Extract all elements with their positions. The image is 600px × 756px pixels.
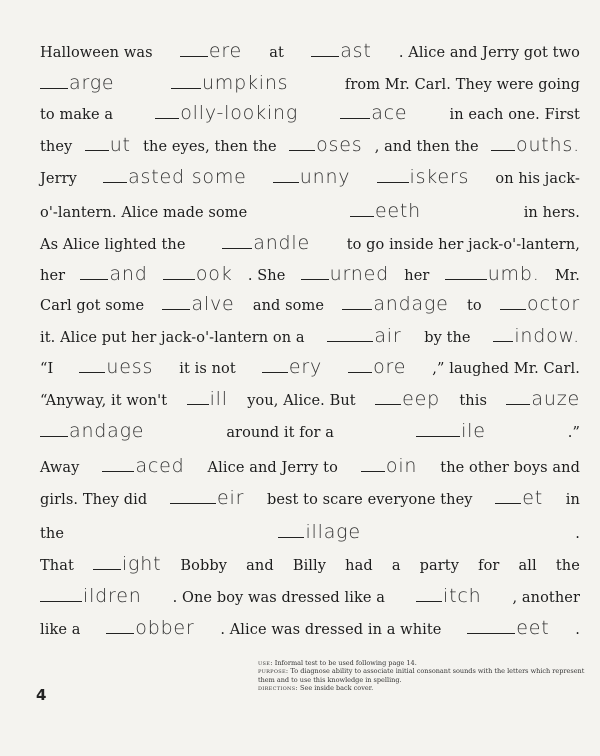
- text-line: [40, 585, 580, 611]
- fill-in-blank: [467, 617, 549, 639]
- blank-line: [361, 471, 385, 472]
- handwritten-answer: iskers: [409, 166, 470, 188]
- handwritten-answer: eir: [217, 487, 245, 509]
- fill-in-blank: [106, 617, 194, 639]
- printed-text: this: [459, 393, 487, 409]
- fill-in-blank: [491, 134, 580, 156]
- blank-line: [416, 436, 460, 437]
- text-line: [40, 102, 580, 128]
- handwritten-answer: asted some: [128, 166, 247, 188]
- printed-text: it. Alice put her jack-o'-lantern on a: [40, 330, 305, 346]
- fill-in-blank: [311, 40, 371, 62]
- fill-in-blank: [79, 356, 153, 378]
- blank-line: [180, 56, 208, 57]
- handwritten-answer: ouths.: [516, 134, 580, 156]
- text-line: [40, 553, 580, 579]
- blank-line: [445, 279, 487, 280]
- fill-in-blank: [163, 263, 233, 285]
- handwritten-answer: ile: [461, 420, 486, 442]
- fill-in-blank: [155, 102, 298, 124]
- blank-line: [85, 150, 109, 151]
- fill-in-blank: [289, 134, 362, 156]
- blank-line: [340, 118, 370, 119]
- handwritten-answer: illage: [305, 521, 361, 543]
- blank-line: [162, 309, 190, 310]
- text-line: [40, 521, 580, 547]
- printed-text: in: [565, 492, 580, 508]
- fill-in-blank: [103, 166, 247, 188]
- blank-line: [311, 56, 339, 57]
- printed-text: .”: [567, 425, 580, 441]
- printed-text: they: [40, 139, 73, 155]
- text-line: [40, 455, 580, 481]
- printed-text: to go inside her jack-o'-lantern,: [346, 237, 580, 253]
- fill-in-blank: [350, 200, 421, 222]
- handwritten-answer: oin: [385, 455, 418, 477]
- fill-in-blank: [348, 356, 406, 378]
- text-line: [40, 263, 580, 289]
- printed-text: in hers.: [523, 205, 580, 221]
- handwritten-answer: aced: [135, 455, 185, 477]
- printed-text: all: [518, 558, 537, 574]
- fill-in-blank: [171, 72, 288, 94]
- printed-text: by the: [424, 330, 471, 346]
- printed-text: had: [345, 558, 373, 574]
- printed-text: Away: [40, 460, 80, 476]
- fill-in-blank: [361, 455, 417, 477]
- handwritten-answer: olly-looking: [180, 102, 299, 124]
- blank-line: [163, 279, 195, 280]
- printed-text: you, Alice. But: [247, 393, 356, 409]
- fill-in-blank: [327, 325, 401, 347]
- text-line: [40, 200, 580, 226]
- blank-line: [187, 404, 209, 405]
- printed-text: Carl got some: [40, 298, 145, 314]
- handwritten-answer: andage: [373, 293, 449, 315]
- printed-text: like a: [40, 622, 81, 638]
- blank-line: [493, 341, 513, 342]
- handwritten-answer: unny: [299, 166, 351, 188]
- blank-line: [273, 182, 299, 183]
- fill-in-blank: [262, 356, 322, 378]
- handwritten-answer: andage: [69, 420, 145, 442]
- printed-text: best to scare everyone they: [266, 492, 473, 508]
- printed-text: to: [466, 298, 482, 314]
- blank-line: [103, 182, 127, 183]
- printed-text: Mr.: [554, 268, 580, 284]
- printed-text: at: [269, 45, 284, 61]
- text-line: [40, 420, 580, 446]
- fill-in-blank: [493, 325, 580, 347]
- handwritten-answer: et: [522, 487, 544, 509]
- printed-text: a: [391, 558, 401, 574]
- blank-line: [278, 537, 304, 538]
- blank-line: [301, 279, 329, 280]
- handwritten-answer: eep: [402, 388, 440, 410]
- handwritten-answer: and: [109, 263, 148, 285]
- fill-in-blank: [162, 293, 234, 315]
- blank-line: [491, 150, 515, 151]
- printed-text: , another: [512, 590, 580, 606]
- handwritten-answer: eeth: [374, 200, 422, 222]
- blank-line: [40, 601, 82, 602]
- fill-in-blank: [278, 521, 360, 543]
- fill-in-blank: [187, 388, 228, 410]
- fill-in-blank: [102, 455, 184, 477]
- printed-text: o'-lantern. Alice made some: [40, 205, 248, 221]
- printed-text: . One boy was dressed like a: [172, 590, 385, 606]
- text-line: [40, 356, 580, 382]
- handwritten-answer: indow.: [514, 325, 580, 347]
- handwritten-answer: ere: [208, 40, 243, 62]
- fill-in-blank: [495, 487, 543, 509]
- printed-text: and: [246, 558, 274, 574]
- fill-in-blank: [506, 388, 580, 410]
- blank-line: [467, 633, 515, 634]
- blank-line: [350, 216, 374, 217]
- footnote-purpose: purpose: To diagnose ability to associate initial consonant sounds with the letters which represent them and to use this knowledge in spelling.: [258, 667, 585, 684]
- fill-in-blank: [445, 263, 540, 285]
- handwritten-answer: obber: [135, 617, 195, 639]
- blank-line: [416, 601, 442, 602]
- blank-line: [377, 182, 409, 183]
- fill-in-blank: [180, 40, 242, 62]
- handwritten-answer: ook: [195, 263, 233, 285]
- fill-in-blank: [500, 293, 580, 315]
- handwritten-answer: ery: [288, 356, 323, 378]
- footnotes: [258, 659, 588, 693]
- fill-in-blank: [377, 166, 470, 188]
- text-line: [40, 388, 580, 414]
- blank-line: [222, 248, 252, 249]
- printed-text: girls. They did: [40, 492, 148, 508]
- printed-text: Jerry: [40, 171, 77, 187]
- fill-in-blank: [375, 388, 440, 410]
- blank-line: [40, 436, 68, 437]
- fill-in-blank: [340, 102, 407, 124]
- blank-line: [327, 341, 373, 342]
- blank-line: [170, 503, 216, 504]
- blank-line: [93, 569, 121, 570]
- fill-in-blank: [85, 134, 131, 156]
- printed-text: “Anyway, it won't: [40, 393, 168, 409]
- printed-text: her: [40, 268, 66, 284]
- printed-text: from Mr. Carl. They were going: [344, 77, 580, 93]
- handwritten-answer: ut: [109, 134, 131, 156]
- handwritten-answer: air: [374, 325, 402, 347]
- blank-line: [289, 150, 315, 151]
- blank-line: [171, 88, 201, 89]
- printed-text: Alice and Jerry to: [207, 460, 338, 476]
- blank-line: [342, 309, 372, 310]
- handwritten-answer: urned: [329, 263, 389, 285]
- handwritten-answer: arge: [69, 72, 115, 94]
- printed-text: it is not: [179, 361, 236, 377]
- fill-in-blank: [416, 585, 481, 607]
- printed-text: party: [419, 558, 460, 574]
- handwritten-answer: ast: [340, 40, 372, 62]
- handwritten-answer: itch: [443, 585, 482, 607]
- blank-line: [375, 404, 401, 405]
- fill-in-blank: [301, 263, 389, 285]
- handwritten-answer: alve: [191, 293, 235, 315]
- printed-text: . She: [247, 268, 286, 284]
- blank-line: [506, 404, 530, 405]
- fill-in-blank: [40, 72, 114, 94]
- printed-text: around it for a: [226, 425, 335, 441]
- blank-line: [348, 372, 372, 373]
- blank-line: [262, 372, 288, 373]
- footnote-directions: directions: See inside back cover.: [258, 684, 374, 693]
- printed-text: . Alice was dressed in a white: [220, 622, 442, 638]
- handwritten-answer: ill: [209, 388, 228, 410]
- printed-text: ,” laughed Mr. Carl.: [432, 361, 580, 377]
- blank-line: [155, 118, 179, 119]
- text-line: [40, 134, 580, 160]
- text-line: [40, 293, 580, 319]
- handwritten-answer: ildren: [83, 585, 142, 607]
- fill-in-blank: [416, 420, 486, 442]
- footnote-use: use: Informal test to be used following page 14.: [258, 659, 417, 667]
- printed-text: , and then the: [374, 139, 479, 155]
- printed-text: Bobby: [180, 558, 228, 574]
- fill-in-blank: [40, 585, 142, 607]
- fill-in-blank: [342, 293, 448, 315]
- printed-text: the other boys and: [440, 460, 580, 476]
- fill-in-blank: [40, 420, 144, 442]
- text-line: [40, 232, 580, 258]
- handwritten-answer: umb.: [487, 263, 540, 285]
- text-line: [40, 487, 580, 513]
- printed-text: and some: [252, 298, 325, 314]
- handwritten-answer: umpkins: [201, 72, 289, 94]
- printed-text: the: [40, 526, 65, 542]
- printed-text: in each one. First: [449, 107, 580, 123]
- printed-text: Billy: [292, 558, 327, 574]
- handwritten-answer: oses: [316, 134, 363, 156]
- fill-in-blank: [170, 487, 244, 509]
- blank-line: [106, 633, 134, 634]
- handwritten-answer: ight: [121, 553, 162, 575]
- text-line: [40, 72, 580, 98]
- blank-line: [40, 88, 68, 89]
- handwritten-answer: eet: [516, 617, 550, 639]
- handwritten-answer: auze: [531, 388, 580, 410]
- printed-text: on his jack-: [495, 171, 580, 187]
- printed-text: to make a: [40, 107, 114, 123]
- printed-text: . Alice and Jerry got two: [398, 45, 580, 61]
- printed-text: “I: [40, 361, 54, 377]
- blank-line: [102, 471, 134, 472]
- fill-in-blank: [273, 166, 351, 188]
- printed-text: the: [555, 558, 580, 574]
- handwritten-answer: ore: [373, 356, 407, 378]
- fill-in-blank: [93, 553, 161, 575]
- blank-line: [500, 309, 526, 310]
- printed-text: the eyes, then the: [143, 139, 277, 155]
- printed-text: her: [404, 268, 430, 284]
- handwritten-answer: uess: [106, 356, 154, 378]
- blank-line: [79, 372, 105, 373]
- handwritten-answer: andle: [253, 232, 310, 254]
- text-line: [40, 40, 580, 66]
- printed-text: That: [40, 558, 74, 574]
- handwritten-answer: ace: [371, 102, 408, 124]
- printed-text: As Alice lighted the: [40, 237, 186, 253]
- text-line: [40, 617, 580, 643]
- printed-text: Halloween was: [40, 45, 153, 61]
- printed-text: .: [575, 526, 580, 542]
- printed-text: .: [575, 622, 580, 638]
- handwritten-answer: octor: [527, 293, 580, 315]
- blank-line: [80, 279, 108, 280]
- printed-text: for: [478, 558, 500, 574]
- fill-in-blank: [80, 263, 147, 285]
- text-line: [40, 325, 580, 351]
- fill-in-blank: [222, 232, 310, 254]
- page-number: 4: [36, 686, 47, 704]
- text-line: [40, 166, 580, 192]
- blank-line: [495, 503, 521, 504]
